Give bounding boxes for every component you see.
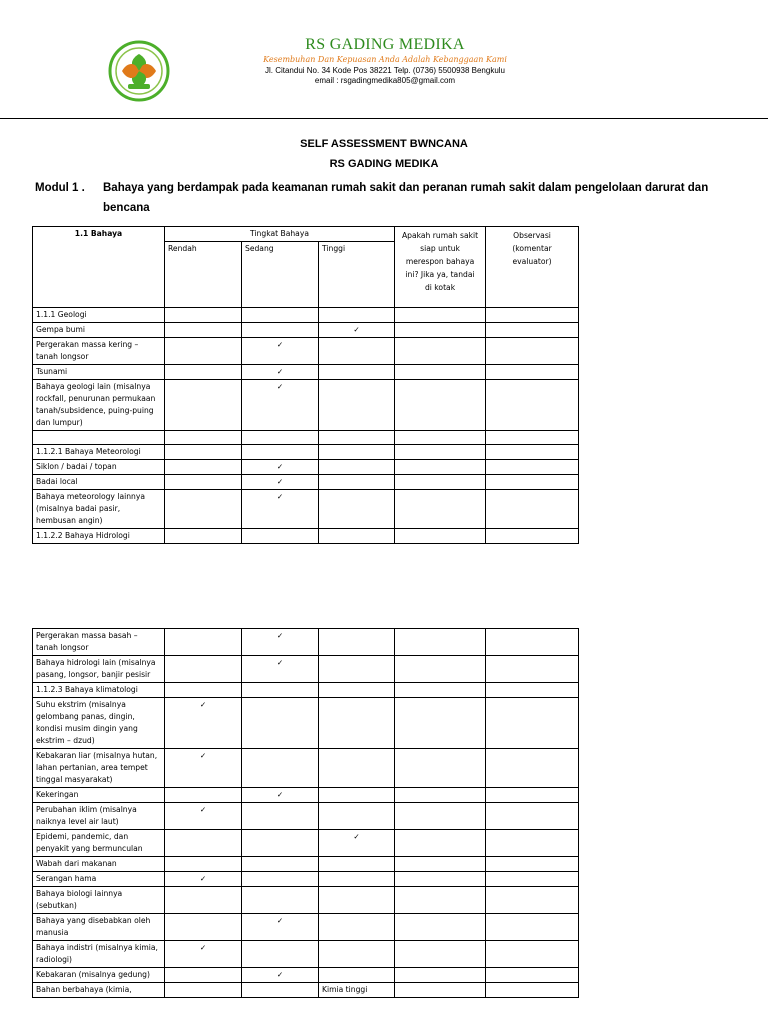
table-row bbox=[33, 308, 579, 323]
level-rendah-cell[interactable] bbox=[165, 475, 242, 490]
observation-cell[interactable] bbox=[486, 698, 579, 749]
ready-checkbox-cell[interactable] bbox=[395, 323, 486, 338]
header-tinggi: Tinggi bbox=[319, 242, 395, 308]
ready-checkbox-cell[interactable] bbox=[395, 338, 486, 365]
hazard-label: Tsunami bbox=[33, 365, 165, 380]
level-rendah-cell[interactable] bbox=[165, 365, 242, 380]
level-tinggi-cell[interactable] bbox=[319, 323, 395, 338]
ready-checkbox-cell[interactable] bbox=[395, 914, 486, 941]
observation-cell[interactable] bbox=[486, 475, 579, 490]
ready-checkbox-cell[interactable] bbox=[395, 788, 486, 803]
level-tinggi-cell[interactable] bbox=[319, 365, 395, 380]
check-icon: ✓ bbox=[276, 970, 284, 979]
check-icon: ✓ bbox=[353, 325, 360, 334]
level-tinggi-cell[interactable] bbox=[319, 872, 395, 887]
check-icon: ✓ bbox=[276, 340, 284, 349]
level-sedang-cell[interactable] bbox=[242, 830, 319, 857]
level-sedang-cell[interactable] bbox=[242, 365, 319, 380]
hospital-name: RS GADING MEDIKA bbox=[305, 36, 465, 53]
level-tinggi-cell[interactable] bbox=[319, 698, 395, 749]
module-label: Modul 1 . bbox=[35, 182, 85, 194]
check-icon: ✓ bbox=[353, 832, 360, 841]
letterhead-divider bbox=[0, 118, 768, 119]
check-icon: ✓ bbox=[276, 631, 284, 640]
level-sedang-cell[interactable] bbox=[242, 914, 319, 941]
hazard-label: Epidemi, pandemic, dan penyakit yang bermunculan bbox=[33, 830, 165, 857]
observation-cell[interactable] bbox=[486, 380, 579, 431]
observation-cell[interactable] bbox=[486, 683, 579, 698]
level-rendah-cell[interactable] bbox=[165, 323, 242, 338]
tinggi-note: Kimia tinggi bbox=[322, 985, 368, 994]
level-sedang-cell[interactable] bbox=[242, 872, 319, 887]
ready-checkbox-cell[interactable] bbox=[395, 431, 486, 445]
level-tinggi-cell[interactable] bbox=[319, 914, 395, 941]
observation-cell[interactable] bbox=[486, 872, 579, 887]
ready-checkbox-cell[interactable] bbox=[395, 698, 486, 749]
hazard-label: Siklon / badai / topan bbox=[33, 460, 165, 475]
level-rendah-cell[interactable] bbox=[165, 914, 242, 941]
level-sedang-cell[interactable] bbox=[242, 968, 319, 983]
level-sedang-cell[interactable] bbox=[242, 529, 319, 544]
hazard-label: Perubahan iklim (misalnya naiknya level air laut) bbox=[33, 803, 165, 830]
level-tinggi-cell[interactable] bbox=[319, 803, 395, 830]
hazard-label: Bahaya indistri (misalnya kimia, radiologi) bbox=[33, 941, 165, 968]
check-icon: ✓ bbox=[276, 367, 284, 376]
header-bahaya: 1.1 Bahaya bbox=[33, 227, 165, 308]
table-row bbox=[33, 698, 579, 749]
hazard-label: Bahaya geologi lain (misalnya rockfall, penurunan permukaan tanah/subsidence, puing-puing dan lumpur) bbox=[33, 380, 165, 431]
check-icon: ✓ bbox=[199, 874, 207, 883]
level-rendah-cell[interactable] bbox=[165, 380, 242, 431]
table-row bbox=[33, 445, 579, 460]
table-row bbox=[33, 380, 579, 431]
level-tinggi-cell[interactable] bbox=[319, 887, 395, 914]
header-rendah: Rendah bbox=[165, 242, 242, 308]
header-observasi: Observasi (komentar evaluator) bbox=[486, 227, 579, 308]
ready-checkbox-cell[interactable] bbox=[395, 683, 486, 698]
check-icon: ✓ bbox=[276, 492, 284, 501]
observation-cell[interactable] bbox=[486, 656, 579, 683]
hazard-label: Badai local bbox=[33, 475, 165, 490]
ready-checkbox-cell[interactable] bbox=[395, 365, 486, 380]
observation-cell[interactable] bbox=[486, 445, 579, 460]
table-row bbox=[33, 983, 579, 998]
level-rendah-cell[interactable] bbox=[165, 431, 242, 445]
module-heading bbox=[35, 178, 745, 214]
level-rendah-cell[interactable] bbox=[165, 941, 242, 968]
module-text: Bahaya yang berdampak pada keamanan rumah sakit dan peranan rumah sakit dalam pengelolaan darurat dan bencana bbox=[103, 182, 709, 214]
level-sedang-cell[interactable] bbox=[242, 308, 319, 323]
observation-cell[interactable] bbox=[486, 529, 579, 544]
header-sedang: Sedang bbox=[242, 242, 319, 308]
level-sedang-cell[interactable] bbox=[242, 475, 319, 490]
ready-checkbox-cell[interactable] bbox=[395, 490, 486, 529]
level-tinggi-cell[interactable] bbox=[319, 338, 395, 365]
table-row bbox=[33, 529, 579, 544]
document-subtitle: RS GADING MEDIKA bbox=[329, 158, 439, 170]
observation-cell[interactable] bbox=[486, 941, 579, 968]
level-rendah-cell[interactable] bbox=[165, 308, 242, 323]
level-rendah-cell[interactable] bbox=[165, 445, 242, 460]
hazard-label: Pergerakan massa kering – tanah longsor bbox=[33, 338, 165, 365]
hazard-label: 1.1.2.1 Bahaya Meteorologi bbox=[33, 445, 165, 460]
level-tinggi-cell[interactable] bbox=[319, 857, 395, 872]
level-tinggi-cell[interactable] bbox=[319, 749, 395, 788]
level-tinggi-cell[interactable] bbox=[319, 968, 395, 983]
observation-cell[interactable] bbox=[486, 323, 579, 338]
table-row bbox=[33, 803, 579, 830]
level-sedang-cell[interactable] bbox=[242, 749, 319, 788]
level-tinggi-cell[interactable] bbox=[319, 656, 395, 683]
level-sedang-cell[interactable] bbox=[242, 629, 319, 656]
observation-cell[interactable] bbox=[486, 490, 579, 529]
level-tinggi-cell[interactable] bbox=[319, 983, 395, 998]
hospital-address: Jl. Citandui No. 34 Kode Pos 38221 Telp. (0736) 5500938 Bengkulu bbox=[264, 66, 506, 75]
table-row bbox=[33, 460, 579, 475]
table-row bbox=[33, 788, 579, 803]
level-sedang-cell[interactable] bbox=[242, 857, 319, 872]
level-tinggi-cell[interactable] bbox=[319, 529, 395, 544]
level-rendah-cell[interactable] bbox=[165, 490, 242, 529]
level-sedang-cell[interactable] bbox=[242, 445, 319, 460]
table-row bbox=[33, 968, 579, 983]
level-rendah-cell[interactable] bbox=[165, 803, 242, 830]
hazard-label: Gempa bumi bbox=[33, 323, 165, 338]
check-icon: ✓ bbox=[199, 805, 207, 814]
level-rendah-cell[interactable] bbox=[165, 830, 242, 857]
level-sedang-cell[interactable] bbox=[242, 803, 319, 830]
ready-checkbox-cell[interactable] bbox=[395, 941, 486, 968]
table-row bbox=[33, 941, 579, 968]
hospital-email: email : rsgadingmedika805@gmail.com bbox=[314, 76, 456, 85]
hazard-label: Bahan berbahaya (kimia, bbox=[33, 983, 165, 998]
level-rendah-cell[interactable] bbox=[165, 788, 242, 803]
observation-cell[interactable] bbox=[486, 460, 579, 475]
hazard-table-1 bbox=[32, 226, 579, 544]
table-row bbox=[33, 872, 579, 887]
header-row bbox=[33, 227, 579, 242]
level-rendah-cell[interactable] bbox=[165, 887, 242, 914]
table-row bbox=[33, 365, 579, 380]
observation-cell[interactable] bbox=[486, 983, 579, 998]
table-row bbox=[33, 683, 579, 698]
ready-checkbox-cell[interactable] bbox=[395, 983, 486, 998]
hazard-label bbox=[33, 431, 165, 445]
level-sedang-cell[interactable] bbox=[242, 683, 319, 698]
level-sedang-cell[interactable] bbox=[242, 460, 319, 475]
level-sedang-cell[interactable] bbox=[242, 380, 319, 431]
level-sedang-cell[interactable] bbox=[242, 983, 319, 998]
level-sedang-cell[interactable] bbox=[242, 323, 319, 338]
header-tingkat-bahaya: Tingkat Bahaya bbox=[165, 227, 395, 242]
ready-checkbox-cell[interactable] bbox=[395, 830, 486, 857]
ready-checkbox-cell[interactable] bbox=[395, 803, 486, 830]
level-rendah-cell[interactable] bbox=[165, 857, 242, 872]
observation-cell[interactable] bbox=[486, 857, 579, 872]
ready-checkbox-cell[interactable] bbox=[395, 445, 486, 460]
observation-cell[interactable] bbox=[486, 629, 579, 656]
check-icon: ✓ bbox=[276, 462, 284, 471]
level-sedang-cell[interactable] bbox=[242, 941, 319, 968]
ready-checkbox-cell[interactable] bbox=[395, 656, 486, 683]
level-tinggi-cell[interactable] bbox=[319, 308, 395, 323]
hazard-label: Kebakaran (misalnya gedung) bbox=[33, 968, 165, 983]
observation-cell[interactable] bbox=[486, 803, 579, 830]
level-rendah-cell[interactable] bbox=[165, 338, 242, 365]
hazard-label: Kebakaran liar (misalnya hutan, lahan pertanian, area tempet tinggal masyarakat) bbox=[33, 749, 165, 788]
observation-cell[interactable] bbox=[486, 749, 579, 788]
check-icon: ✓ bbox=[276, 916, 284, 925]
hazard-label: 1.1.2.2 Bahaya Hidrologi bbox=[33, 529, 165, 544]
level-sedang-cell[interactable] bbox=[242, 490, 319, 529]
hazard-label: Pergerakan massa basah – tanah longsor bbox=[33, 629, 165, 656]
check-icon: ✓ bbox=[199, 943, 207, 952]
table-row bbox=[33, 323, 579, 338]
hazard-label: Bahaya hidrologi lain (misalnya pasang, longsor, banjir pesisir bbox=[33, 656, 165, 683]
ready-checkbox-cell[interactable] bbox=[395, 629, 486, 656]
level-tinggi-cell[interactable] bbox=[319, 629, 395, 656]
level-rendah-cell[interactable] bbox=[165, 683, 242, 698]
ready-checkbox-cell[interactable] bbox=[395, 460, 486, 475]
hospital-logo bbox=[108, 40, 170, 102]
ready-checkbox-cell[interactable] bbox=[395, 308, 486, 323]
table-row bbox=[33, 629, 579, 656]
level-rendah-cell[interactable] bbox=[165, 629, 242, 656]
table-row bbox=[33, 338, 579, 365]
table-row bbox=[33, 490, 579, 529]
table-row bbox=[33, 830, 579, 857]
ready-checkbox-cell[interactable] bbox=[395, 887, 486, 914]
ready-checkbox-cell[interactable] bbox=[395, 968, 486, 983]
header-apakah-siap: Apakah rumah sakit siap untuk merespon bahaya ini? Jika ya, tandai di kotak bbox=[395, 227, 486, 308]
level-tinggi-cell[interactable] bbox=[319, 460, 395, 475]
ready-checkbox-cell[interactable] bbox=[395, 749, 486, 788]
ready-checkbox-cell[interactable] bbox=[395, 529, 486, 544]
level-sedang-cell[interactable] bbox=[242, 431, 319, 445]
level-rendah-cell[interactable] bbox=[165, 968, 242, 983]
hazard-label: Kekeringan bbox=[33, 788, 165, 803]
table-row bbox=[33, 887, 579, 914]
hazard-label: 1.1.1 Geologi bbox=[33, 308, 165, 323]
level-tinggi-cell[interactable] bbox=[319, 830, 395, 857]
level-rendah-cell[interactable] bbox=[165, 698, 242, 749]
level-tinggi-cell[interactable] bbox=[319, 475, 395, 490]
ready-checkbox-cell[interactable] bbox=[395, 857, 486, 872]
check-icon: ✓ bbox=[276, 658, 284, 667]
hazard-label: Bahaya meteorology lainnya (misalnya badai pasir, hembusan angin) bbox=[33, 490, 165, 529]
table-row bbox=[33, 914, 579, 941]
observation-cell[interactable] bbox=[486, 914, 579, 941]
ready-checkbox-cell[interactable] bbox=[395, 872, 486, 887]
check-icon: ✓ bbox=[276, 477, 284, 486]
table-row bbox=[33, 749, 579, 788]
table-row bbox=[33, 857, 579, 872]
level-tinggi-cell[interactable] bbox=[319, 431, 395, 445]
observation-cell[interactable] bbox=[486, 365, 579, 380]
observation-cell[interactable] bbox=[486, 431, 579, 445]
level-rendah-cell[interactable] bbox=[165, 983, 242, 998]
observation-cell[interactable] bbox=[486, 788, 579, 803]
level-tinggi-cell[interactable] bbox=[319, 445, 395, 460]
level-tinggi-cell[interactable] bbox=[319, 941, 395, 968]
observation-cell[interactable] bbox=[486, 338, 579, 365]
level-rendah-cell[interactable] bbox=[165, 872, 242, 887]
table-row bbox=[33, 475, 579, 490]
document-title: SELF ASSESSMENT BWNCANA bbox=[300, 138, 468, 150]
observation-cell[interactable] bbox=[486, 830, 579, 857]
hazard-label: Serangan hama bbox=[33, 872, 165, 887]
hospital-motto: Kesembuhan Dan Kepuasan Anda Adalah Kebanggaan Kami bbox=[263, 55, 507, 64]
level-rendah-cell[interactable] bbox=[165, 529, 242, 544]
level-tinggi-cell[interactable] bbox=[319, 380, 395, 431]
level-tinggi-cell[interactable] bbox=[319, 490, 395, 529]
hazard-label: Wabah dari makanan bbox=[33, 857, 165, 872]
level-sedang-cell[interactable] bbox=[242, 338, 319, 365]
check-icon: ✓ bbox=[199, 700, 207, 709]
table-row bbox=[33, 431, 579, 445]
ready-checkbox-cell[interactable] bbox=[395, 475, 486, 490]
hazard-label: Bahaya biologi lainnya (sebutkan) bbox=[33, 887, 165, 914]
check-icon: ✓ bbox=[276, 790, 284, 799]
hazard-label: Suhu ekstrim (misalnya gelombang panas, dingin, kondisi musim dingin yang ekstrim – dzud) bbox=[33, 698, 165, 749]
observation-cell[interactable] bbox=[486, 887, 579, 914]
level-tinggi-cell[interactable] bbox=[319, 683, 395, 698]
ready-checkbox-cell[interactable] bbox=[395, 380, 486, 431]
observation-cell[interactable] bbox=[486, 308, 579, 323]
level-rendah-cell[interactable] bbox=[165, 656, 242, 683]
hazard-label: Bahaya yang disebabkan oleh manusia bbox=[33, 914, 165, 941]
level-rendah-cell[interactable] bbox=[165, 460, 242, 475]
level-sedang-cell[interactable] bbox=[242, 788, 319, 803]
level-rendah-cell[interactable] bbox=[165, 749, 242, 788]
level-sedang-cell[interactable] bbox=[242, 698, 319, 749]
check-icon: ✓ bbox=[199, 751, 207, 760]
observation-cell[interactable] bbox=[486, 968, 579, 983]
table-row bbox=[33, 656, 579, 683]
level-tinggi-cell[interactable] bbox=[319, 788, 395, 803]
hazard-label: 1.1.2.3 Bahaya klimatologi bbox=[33, 683, 165, 698]
hazard-table-2 bbox=[32, 628, 579, 998]
check-icon: ✓ bbox=[276, 382, 284, 391]
level-sedang-cell[interactable] bbox=[242, 887, 319, 914]
level-sedang-cell[interactable] bbox=[242, 656, 319, 683]
